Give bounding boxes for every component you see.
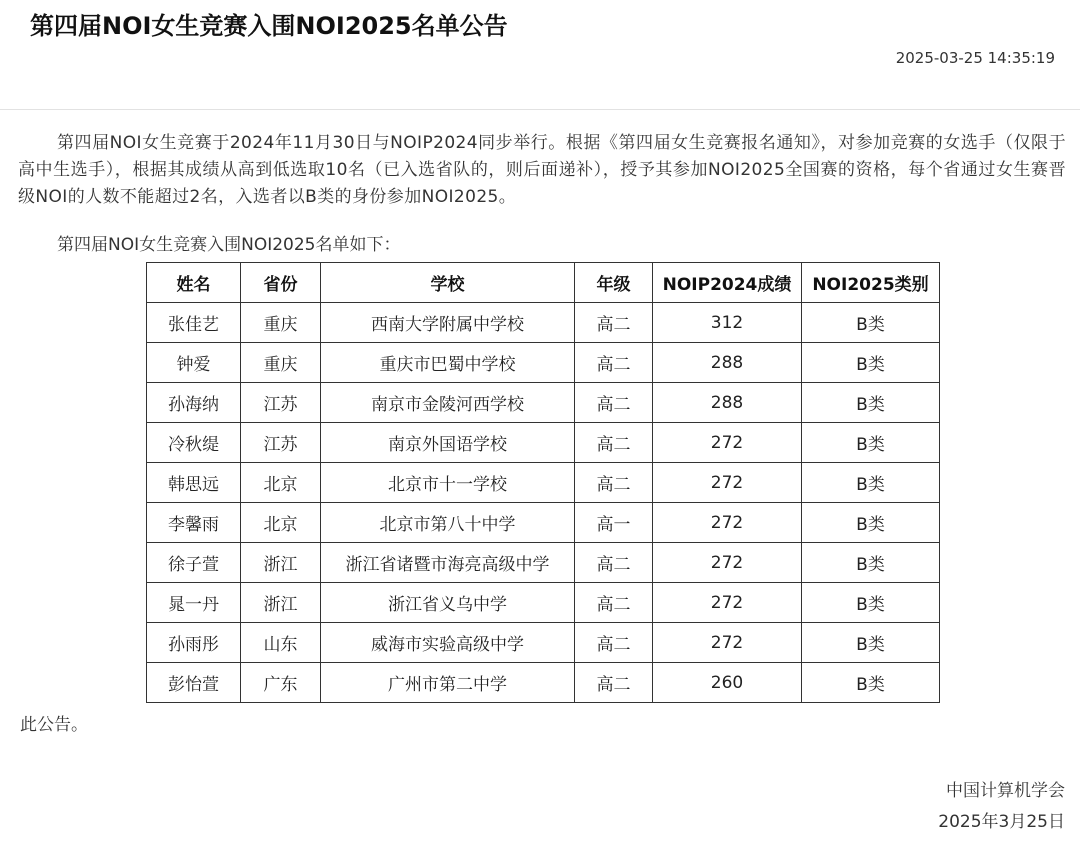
closing-line: 此公告。 — [20, 715, 88, 735]
publish-timestamp: 2025-03-25 14:35:19 — [895, 49, 1055, 67]
cell-category: B类 — [802, 303, 940, 343]
cell-province: 山东 — [241, 623, 321, 663]
cell-school: 北京市第八十中学 — [321, 503, 575, 543]
table-header-row — [147, 263, 940, 303]
cell-name: 孙海纳 — [147, 383, 241, 423]
cell-score: 272 — [653, 503, 802, 543]
table-row — [147, 583, 940, 623]
cell-province: 重庆 — [241, 343, 321, 383]
cell-name: 孙雨彤 — [147, 623, 241, 663]
qualifier-table — [146, 262, 940, 703]
cell-category: B类 — [802, 383, 940, 423]
cell-grade: 高二 — [575, 623, 653, 663]
cell-grade: 高二 — [575, 383, 653, 423]
cell-school: 浙江省诸暨市海亮高级中学 — [321, 543, 575, 583]
header-name: 姓名 — [147, 263, 241, 303]
cell-grade: 高二 — [575, 303, 653, 343]
table-row — [147, 303, 940, 343]
table-row — [147, 383, 940, 423]
signature-org: 中国计算机学会 — [946, 781, 1065, 801]
cell-name: 冷秋缇 — [147, 423, 241, 463]
cell-category: B类 — [802, 503, 940, 543]
cell-score: 288 — [653, 343, 802, 383]
cell-category: B类 — [802, 623, 940, 663]
table-row — [147, 423, 940, 463]
cell-school: 广州市第二中学 — [321, 663, 575, 703]
cell-province: 北京 — [241, 463, 321, 503]
cell-grade: 高二 — [575, 583, 653, 623]
cell-grade: 高二 — [575, 423, 653, 463]
cell-score: 272 — [653, 463, 802, 503]
table-row — [147, 503, 940, 543]
cell-category: B类 — [802, 463, 940, 503]
cell-name: 彭怡萱 — [147, 663, 241, 703]
cell-score: 272 — [653, 423, 802, 463]
signature-block — [938, 776, 1065, 838]
header-category: NOI2025类别 — [802, 263, 940, 303]
table-row — [147, 623, 940, 663]
cell-category: B类 — [802, 423, 940, 463]
cell-province: 广东 — [241, 663, 321, 703]
cell-province: 江苏 — [241, 423, 321, 463]
cell-score: 272 — [653, 583, 802, 623]
cell-score: 260 — [653, 663, 802, 703]
cell-name: 晁一丹 — [147, 583, 241, 623]
header-grade: 年级 — [575, 263, 653, 303]
table-row — [147, 463, 940, 503]
cell-school: 南京市金陵河西学校 — [321, 383, 575, 423]
cell-province: 重庆 — [241, 303, 321, 343]
cell-name: 李馨雨 — [147, 503, 241, 543]
cell-school: 南京外国语学校 — [321, 423, 575, 463]
cell-grade: 高二 — [575, 343, 653, 383]
cell-school: 西南大学附属中学校 — [321, 303, 575, 343]
cell-score: 272 — [653, 543, 802, 583]
header-province: 省份 — [241, 263, 321, 303]
cell-grade: 高一 — [575, 503, 653, 543]
cell-school: 浙江省义乌中学 — [321, 583, 575, 623]
cell-school: 重庆市巴蜀中学校 — [321, 343, 575, 383]
list-intro: 第四届NOI女生竞赛入围NOI2025名单如下： — [57, 235, 401, 255]
title-divider — [0, 109, 1080, 110]
cell-province: 北京 — [241, 503, 321, 543]
table-row — [147, 343, 940, 383]
cell-name: 徐子萱 — [147, 543, 241, 583]
cell-name: 韩思远 — [147, 463, 241, 503]
cell-category: B类 — [802, 343, 940, 383]
cell-category: B类 — [802, 543, 940, 583]
header-school: 学校 — [321, 263, 575, 303]
cell-school: 威海市实验高级中学 — [321, 623, 575, 663]
cell-category: B类 — [802, 663, 940, 703]
cell-province: 浙江 — [241, 583, 321, 623]
intro-paragraph: 第四届NOI女生竞赛于2024年11月30日与NOIP2024同步举行。根据《第四届女生竞赛报名通知》，对参加竞赛的女选手（仅限于高中生选手），根据其成绩从高到低选取10名（已入选省队的，则后面递补），授予其参加NOI2025全国赛的资格，每个省通过女生赛晋级NOI的人数不能超过2名，入选者以B类的身份参加NOI2025。 — [18, 133, 1066, 207]
table-row — [147, 543, 940, 583]
cell-score: 312 — [653, 303, 802, 343]
cell-province: 江苏 — [241, 383, 321, 423]
cell-grade: 高二 — [575, 543, 653, 583]
cell-score: 272 — [653, 623, 802, 663]
page-title: 第四届NOI女生竞赛入围NOI2025名单公告 — [30, 12, 508, 40]
header-score: NOIP2024成绩 — [653, 263, 802, 303]
cell-grade: 高二 — [575, 463, 653, 503]
signature-date: 2025年3月25日 — [938, 812, 1065, 832]
cell-grade: 高二 — [575, 663, 653, 703]
table-row — [147, 663, 940, 703]
cell-province: 浙江 — [241, 543, 321, 583]
cell-name: 钟爱 — [147, 343, 241, 383]
cell-score: 288 — [653, 383, 802, 423]
cell-name: 张佳艺 — [147, 303, 241, 343]
cell-school: 北京市十一学校 — [321, 463, 575, 503]
cell-category: B类 — [802, 583, 940, 623]
